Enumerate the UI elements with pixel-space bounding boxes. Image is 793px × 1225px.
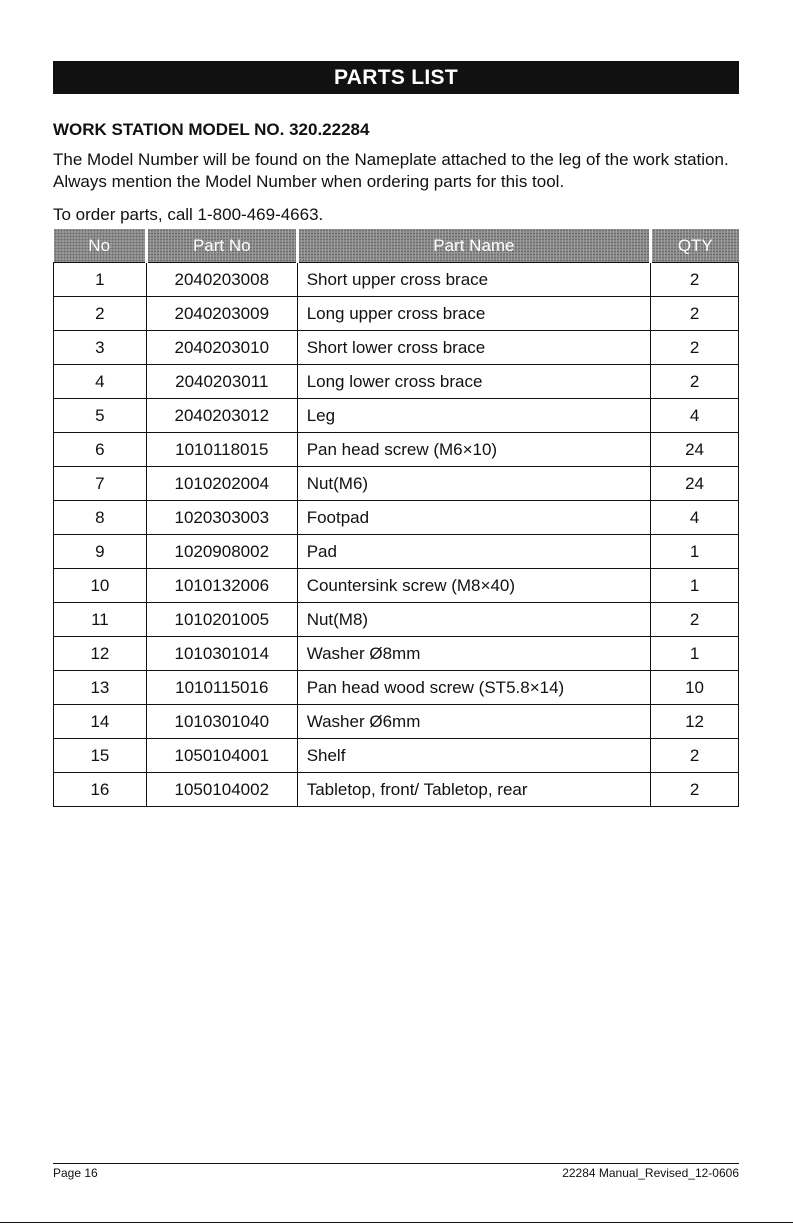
cell-part-no: 1020908002 — [146, 535, 297, 569]
cell-part-name: Pad — [297, 535, 650, 569]
table-row — [54, 297, 739, 331]
table-row — [54, 569, 739, 603]
table-row — [54, 535, 739, 569]
cell-no: 9 — [54, 535, 147, 569]
cell-part-no: 1010118015 — [146, 433, 297, 467]
cell-part-no: 1050104001 — [146, 739, 297, 773]
header-part-no: Part No — [146, 229, 297, 263]
cell-part-name: Nut(M6) — [297, 467, 650, 501]
cell-part-name: Nut(M8) — [297, 603, 650, 637]
cell-no: 6 — [54, 433, 147, 467]
cell-qty: 4 — [651, 399, 739, 433]
cell-part-no: 1010301014 — [146, 637, 297, 671]
table-row — [54, 603, 739, 637]
cell-part-name: Washer Ø8mm — [297, 637, 650, 671]
cell-part-no: 1010132006 — [146, 569, 297, 603]
cell-no: 13 — [54, 671, 147, 705]
table-row — [54, 433, 739, 467]
cell-part-name: Tabletop, front/ Tabletop, rear — [297, 773, 650, 807]
parts-list-banner: PARTS LIST — [53, 61, 739, 94]
table-row — [54, 705, 739, 739]
cell-part-no: 1050104002 — [146, 773, 297, 807]
cell-part-no: 2040203012 — [146, 399, 297, 433]
cell-part-name: Short lower cross brace — [297, 331, 650, 365]
cell-no: 16 — [54, 773, 147, 807]
cell-qty: 2 — [651, 263, 739, 297]
table-row — [54, 365, 739, 399]
cell-part-name: Long upper cross brace — [297, 297, 650, 331]
cell-qty: 2 — [651, 773, 739, 807]
order-phone-text: To order parts, call 1-800-469-4663. — [53, 205, 324, 224]
cell-part-name: Footpad — [297, 501, 650, 535]
cell-no: 5 — [54, 399, 147, 433]
cell-part-no: 1010202004 — [146, 467, 297, 501]
cell-qty: 4 — [651, 501, 739, 535]
cell-qty: 2 — [651, 365, 739, 399]
cell-qty: 1 — [651, 569, 739, 603]
cell-no: 10 — [54, 569, 147, 603]
cell-part-no: 1010301040 — [146, 705, 297, 739]
table-row — [54, 773, 739, 807]
cell-part-name: Pan head wood screw (ST5.8×14) — [297, 671, 650, 705]
cell-part-name: Shelf — [297, 739, 650, 773]
cell-no: 4 — [54, 365, 147, 399]
cell-qty: 1 — [651, 535, 739, 569]
table-row — [54, 637, 739, 671]
header-no: No — [54, 229, 147, 263]
cell-no: 14 — [54, 705, 147, 739]
cell-part-name: Washer Ø6mm — [297, 705, 650, 739]
footer-divider — [53, 1163, 739, 1164]
cell-part-no: 1010115016 — [146, 671, 297, 705]
parts-table-body — [54, 263, 739, 807]
page-bottom-edge — [0, 1222, 793, 1223]
table-row — [54, 501, 739, 535]
cell-qty: 2 — [651, 603, 739, 637]
cell-part-no: 2040203008 — [146, 263, 297, 297]
parts-table-header — [54, 229, 739, 263]
cell-no: 7 — [54, 467, 147, 501]
cell-part-name: Countersink screw (M8×40) — [297, 569, 650, 603]
cell-no: 11 — [54, 603, 147, 637]
cell-qty: 24 — [651, 467, 739, 501]
table-row — [54, 331, 739, 365]
cell-part-name: Pan head screw (M6×10) — [297, 433, 650, 467]
cell-part-no: 2040203009 — [146, 297, 297, 331]
cell-no: 15 — [54, 739, 147, 773]
cell-part-no: 1020303003 — [146, 501, 297, 535]
document-id: 22284 Manual_Revised_12-0606 — [562, 1166, 739, 1180]
cell-qty: 2 — [651, 331, 739, 365]
header-qty: QTY — [651, 229, 739, 263]
cell-no: 1 — [54, 263, 147, 297]
cell-qty: 2 — [651, 297, 739, 331]
cell-no: 2 — [54, 297, 147, 331]
cell-part-no: 1010201005 — [146, 603, 297, 637]
cell-no: 8 — [54, 501, 147, 535]
cell-qty: 10 — [651, 671, 739, 705]
cell-part-name: Leg — [297, 399, 650, 433]
cell-part-no: 2040203011 — [146, 365, 297, 399]
intro-paragraph: The Model Number will be found on the Nameplate attached to the leg of the work station. Always mention the Model Number when ordering parts for this tool. — [53, 150, 729, 191]
header-part-name: Part Name — [297, 229, 650, 263]
parts-table — [53, 229, 739, 807]
cell-part-no: 2040203010 — [146, 331, 297, 365]
page-number: Page 16 — [53, 1166, 98, 1180]
table-row — [54, 467, 739, 501]
cell-no: 12 — [54, 637, 147, 671]
cell-qty: 1 — [651, 637, 739, 671]
model-heading: WORK STATION MODEL NO. 320.22284 — [53, 120, 370, 139]
table-row — [54, 399, 739, 433]
cell-part-name: Short upper cross brace — [297, 263, 650, 297]
table-row — [54, 739, 739, 773]
cell-part-name: Long lower cross brace — [297, 365, 650, 399]
cell-no: 3 — [54, 331, 147, 365]
cell-qty: 24 — [651, 433, 739, 467]
cell-qty: 2 — [651, 739, 739, 773]
table-row — [54, 263, 739, 297]
cell-qty: 12 — [651, 705, 739, 739]
table-row — [54, 671, 739, 705]
